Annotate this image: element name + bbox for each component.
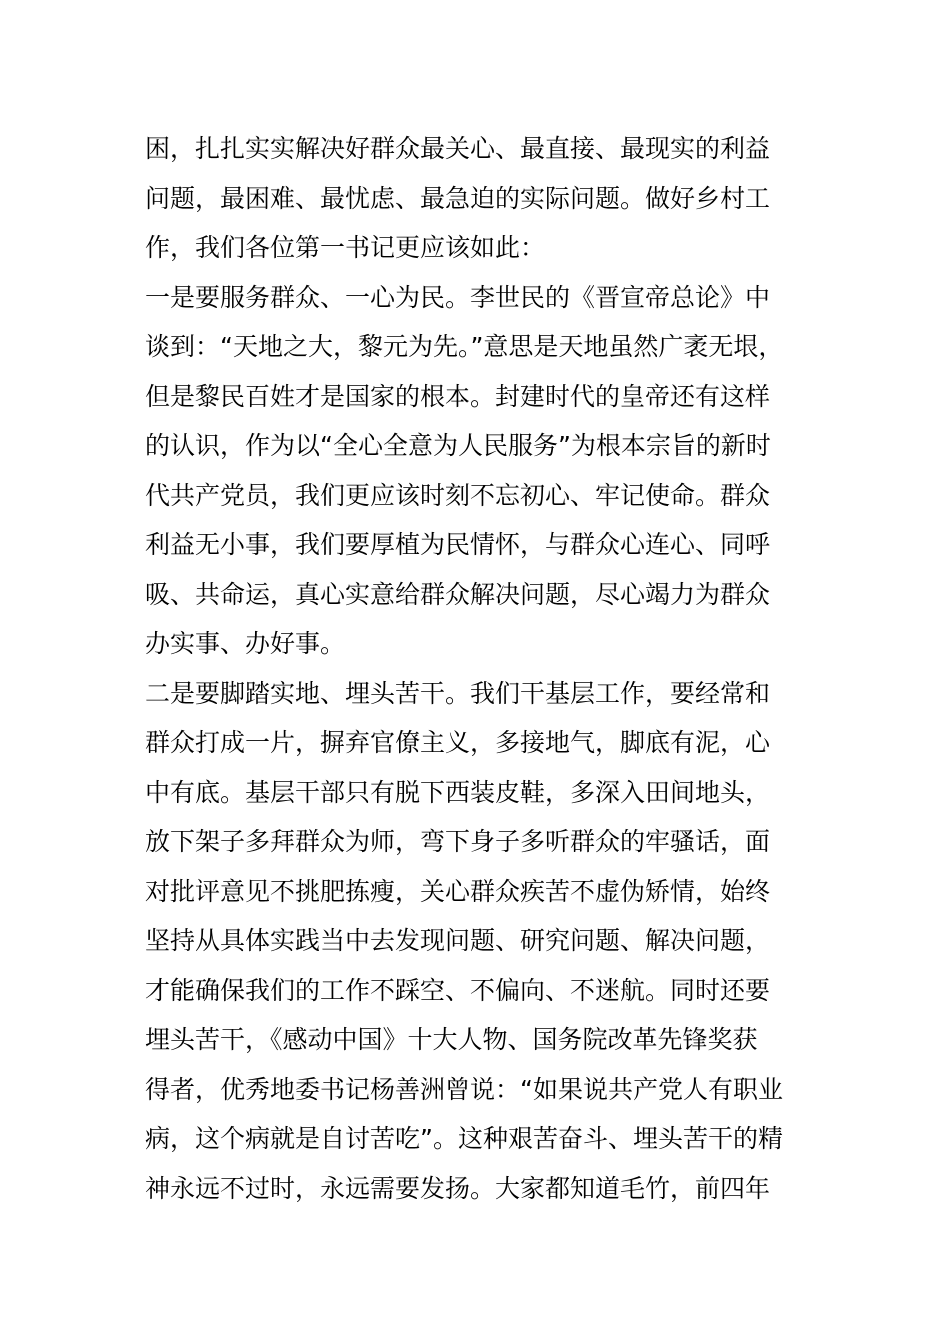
text-line: 得者，优秀地委书记杨善洲曾说：“如果说共产党人有职业 — [145, 1074, 783, 1104]
text-line: 埋头苦干，《感动中国》十大人物、国务院改革先锋奖获 — [145, 1025, 758, 1054]
text-line: 的认识，作为以“全心全意为人民服务”为根本宗旨的新时 — [145, 431, 771, 460]
text-line: 办实事、办好事。 — [145, 629, 346, 658]
text-line: 才能确保我们的工作不踩空、不偏向、不迷航。同时还要 — [145, 975, 771, 1005]
text-line: 群众打成一片，摒弃官僚主义，多接地气，脚底有泥，心 — [145, 728, 771, 757]
text-line: 对批评意见不挑肥拣瘦，关心群众疾苦不虚伪矫情，始终 — [145, 876, 771, 906]
text-line: 吸、共命运，真心实意给群众解决问题，尽心竭力为群众 — [145, 579, 771, 609]
text-line: 谈到：“天地之大，黎元为先。”意思是天地虽然广袤无垠， — [145, 332, 784, 361]
text-line: 一是要服务群众、一心为民。李世民的《晋宣帝总论》中 — [145, 282, 771, 312]
text-line: 二是要脚踏实地、埋头苦干。我们干基层工作，要经常和 — [145, 678, 771, 708]
text-line: 代共产党员，我们更应该时刻不忘初心、牢记使命。群众 — [145, 480, 771, 510]
text-line: 放下架子多拜群众为师，弯下身子多听群众的牢骚话，面 — [145, 827, 771, 856]
text-line: 利益无小事，我们要厚植为民情怀，与群众心连心、同呼 — [145, 530, 771, 559]
text-line: 作，我们各位第一书记更应该如此： — [145, 233, 546, 262]
text-line: 神永远不过时，永远需要发扬。大家都知道毛竹，前四年 — [145, 1173, 771, 1203]
text-line: 但是黎民百姓才是国家的根本。封建时代的皇帝还有这样 — [145, 381, 771, 411]
text-line: 病，这个病就是自讨苦吃”。这种艰苦奋斗、埋头苦干的精 — [145, 1124, 783, 1153]
body-text — [145, 124, 825, 1213]
text-line: 问题，最困难、最忧虑、最急迫的实际问题。做好乡村工 — [145, 183, 771, 213]
text-line: 中有底。基层干部只有脱下西装皮鞋，多深入田间地头， — [145, 777, 771, 807]
text-line: 困，扎扎实实解决好群众最关心、最直接、最现实的利益 — [145, 134, 771, 163]
text-line: 坚持从具体实践当中去发现问题、研究问题、解决问题， — [145, 926, 771, 955]
